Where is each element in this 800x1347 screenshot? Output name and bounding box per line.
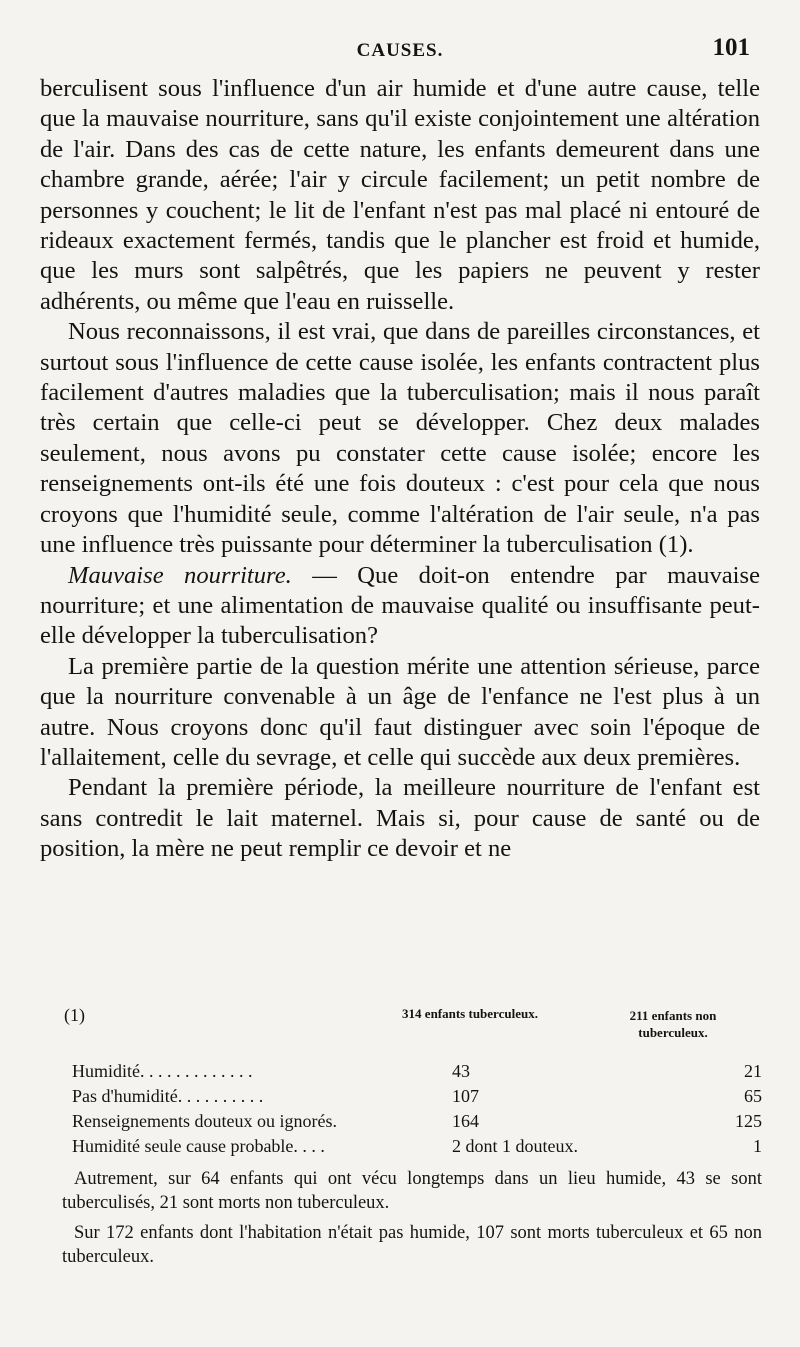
running-head: CAUSES. bbox=[356, 40, 444, 61]
row-label: Pas d'humidité. . . . . . . . . . bbox=[72, 1086, 264, 1106]
row-value-tuberculous: 2 dont 1 douteux. bbox=[452, 1136, 578, 1156]
paragraph-3 bbox=[40, 561, 760, 652]
table-row bbox=[72, 1107, 762, 1132]
paragraph-1: berculisent sous l'influence d'un air humide et d'une autre cause, telle que la mauvaise nourriture, sans qu'il existe conjointement une altération de l'air. Dans des cas de cette nature, les enfants demeurent dans une chambre grande, aérée; l'air y circule facilement; un petit nombre de personnes y couchent; le lit de l'enfant n'est pas mal placé ni entouré de rideaux exactement fermés, tandis que le plancher est froid et humide, que les murs sont salpêtrés, que les papiers ne peuvent y rester adhérents, ou même que l'eau en ruisselle. bbox=[40, 75, 760, 315]
footnote bbox=[62, 1005, 762, 1269]
table-row bbox=[72, 1082, 762, 1107]
row-value-non-tuberculous: 65 bbox=[744, 1086, 762, 1106]
column-header-non-tuberculous: 211 enfants non tuberculeux. bbox=[629, 1008, 717, 1040]
footnote-note-2: Sur 172 enfants dont l'habitation n'était pas humide, 107 sont morts tuberculeux et 65 non tuberculeux. bbox=[62, 1223, 762, 1267]
footnote-header bbox=[62, 1005, 762, 1051]
row-value-tuberculous: 164 bbox=[452, 1111, 479, 1131]
paragraph-2: Nous reconnaissons, il est vrai, que dans de pareilles circonstances, et surtout sous l'influence de cette cause isolée, les enfants contractent plus facilement d'autres maladies que la tuberculisation; mais il nous paraît très certain que celle-ci peut se développer. Chez deux malades seulement, nous avons pu constater cette cause isolée; encore les renseignements ont-ils été une fois douteux : c'est pour cela que nous croyons que l'humidité seule, comme l'altération de l'air seule, n'a pas une influence très puissante pour déterminer la tuberculisation (1). bbox=[40, 318, 760, 559]
row-label: Renseignements douteux ou ignorés. bbox=[72, 1111, 337, 1131]
paragraph-4: La première partie de la question mérite une attention sérieuse, parce que la nourriture convenable à un âge de l'enfance ne l'est plus à un autre. Nous croyons donc qu'il faut distinguer avec soin l'époque de l'allaitement, celle du sevrage, et celle qui succède aux deux premières. bbox=[40, 652, 760, 771]
table-row bbox=[72, 1057, 762, 1082]
row-value-non-tuberculous: 1 bbox=[753, 1136, 762, 1156]
page-number: 101 bbox=[712, 34, 750, 61]
section-title: Mauvaise nourriture. bbox=[68, 561, 292, 589]
footnote-note-1: Autrement, sur 64 enfants qui ont vécu longtemps dans un lieu humide, 43 se sont tuberculisés, 21 sont morts non tuberculeux. bbox=[62, 1169, 762, 1213]
paragraph-5: Pendant la première période, la meilleure nourriture de l'enfant est sans contredit le lait maternel. Mais si, pour cause de santé ou de position, la mère ne peut remplir ce devoir et ne bbox=[40, 774, 760, 863]
table-row bbox=[72, 1132, 762, 1157]
row-label: Humidité. . . . . . . . . . . . . bbox=[72, 1061, 253, 1081]
page-header bbox=[40, 34, 760, 66]
body-text bbox=[40, 74, 760, 865]
row-value-tuberculous: 43 bbox=[452, 1061, 470, 1081]
footnote-table bbox=[72, 1057, 762, 1157]
row-value-non-tuberculous: 21 bbox=[744, 1061, 762, 1081]
row-value-tuberculous: 107 bbox=[452, 1086, 479, 1106]
column-header-tuberculous: 314 enfants tuberculeux. bbox=[402, 1006, 538, 1021]
row-value-non-tuberculous: 125 bbox=[735, 1111, 762, 1131]
paragraph-3-text: — Que doit-on entendre par mauvaise nourriture; et une alimentation de mauvaise qualité ou insuffisante peut-elle développer la tuberculisation? bbox=[40, 561, 760, 650]
row-label: Humidité seule cause probable. . . . bbox=[72, 1136, 325, 1156]
footnote-marker: (1) bbox=[64, 1005, 85, 1025]
